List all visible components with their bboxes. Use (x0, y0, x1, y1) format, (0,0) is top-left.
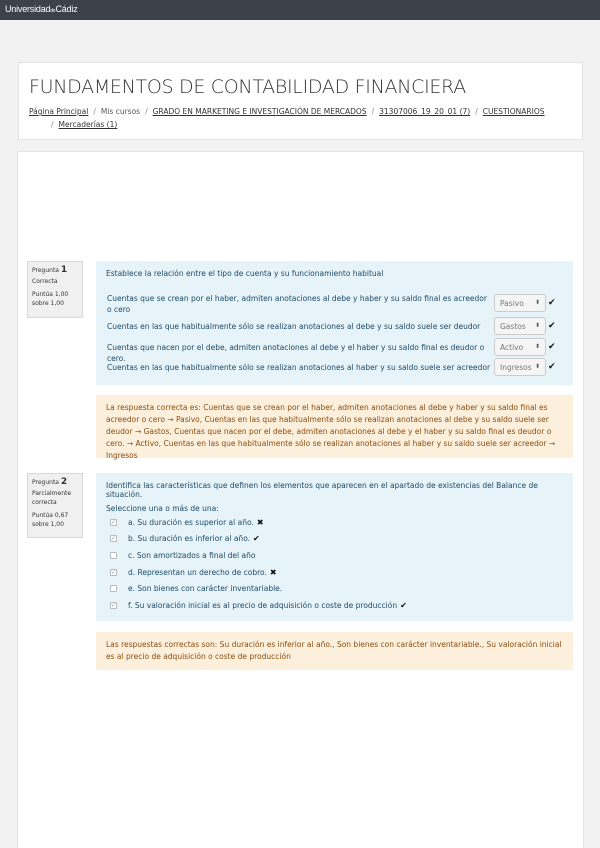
question-1-row-1-select[interactable]: Pasivo ⬍ (494, 294, 546, 312)
university-logo[interactable]: UniversidaddeCádiz (5, 4, 78, 14)
option-c[interactable]: c. Son amortizados a final del año (128, 551, 256, 560)
question-1-feedback: La respuesta correcta es: Cuentas que se crean por el haber, admiten anotaciones al debe y haber y su saldo final es acreedor o cero → Pasivo, Cuentas en las que habitualmente sólo se realizan anotaciones al debe y su saldo suele ser deudor → Gastos, Cuentas que nacen por el debe, admiten anotaciones al debe y el haber y su saldo final es deudor o cero. → Activo, Cuentas en las que habitualmente sólo se realizan anotaciones al haber y su saldo suele ser acreedor → Ingresos (96, 395, 573, 458)
check-icon: ✔ (400, 601, 407, 610)
option-f-checkbox[interactable]: ✓ (111, 602, 117, 609)
question-2-feedback: Las respuestas correctas son: Su duración es inferior al año., Son bienes con carácter inventariable., Su valoración inicial es al precio de adquisición o coste de producción (96, 632, 573, 670)
check-icon: ✔ (548, 298, 556, 308)
question-1-row-2-select[interactable]: Gastos ⬍ (494, 317, 546, 335)
question-2-grade: Puntúa 0,67 sobre 1,00 (32, 512, 69, 528)
question-2-info: Pregunta 2 Parcialmente correcta Puntúa 0,67 sobre 1,00 (27, 473, 83, 538)
top-navbar (0, 0, 600, 20)
question-2-state: Parcialmente correcta (32, 490, 72, 506)
question-1-grade: Puntúa 1,00 sobre 1,00 (32, 291, 69, 307)
question-1-state: Correcta (32, 278, 58, 285)
question-1-row-2-text: Cuentas en las que habitualmente sólo se realizan anotaciones al debe y su saldo suele ser deudor (107, 322, 481, 331)
cross-icon: ✖ (256, 518, 264, 527)
option-f[interactable]: f. Su valoración inicial es al precio de adquisición o coste de producción ✔ (128, 601, 407, 610)
option-d-checkbox[interactable]: ✓ (111, 569, 117, 576)
breadcrumb-course[interactable]: 31307006_19_20_01 (7) (379, 107, 471, 116)
option-b[interactable]: b. Su duración es inferior al año. ✔ (128, 534, 260, 543)
breadcrumb: Página Principal / Mis cursos / GRADO EN MARKETING E INVESTIGACIÓN DE MERCADOS / 31307006_19_20_01 (7) / CUESTIONARIOS / Mercaderías (1) (29, 107, 545, 129)
cross-icon: ✖ (269, 568, 277, 577)
breadcrumb-quiz[interactable]: Mercaderías (1) (58, 120, 118, 129)
option-c-checkbox[interactable] (110, 552, 117, 559)
option-d[interactable]: d. Representan un derecho de cobro. ✖ (128, 568, 277, 577)
breadcrumb-my-courses: Mis cursos (100, 107, 141, 116)
check-icon: ✔ (548, 362, 556, 372)
check-icon: ✔ (253, 534, 260, 543)
option-b-checkbox[interactable]: ✓ (111, 535, 117, 542)
question-1-row-1-text: Cuentas que se crean por el haber, admiten anotaciones al debe y haber y su saldo final es acreedor o cero (107, 294, 487, 314)
check-icon: ✔ (548, 321, 556, 331)
breadcrumb-quizzes[interactable]: CUESTIONARIOS (482, 107, 545, 116)
page-header (18, 62, 583, 140)
question-1-info: Pregunta 1 Correcta Puntúa 1,00 sobre 1,00 (27, 261, 83, 318)
breadcrumb-home[interactable]: Página Principal (29, 107, 89, 116)
option-e-checkbox[interactable] (110, 585, 117, 592)
breadcrumb-degree[interactable]: GRADO EN MARKETING E INVESTIGACIÓN DE MERCADOS (152, 107, 367, 116)
question-2-text: Identifica las características que definen los elementos que aparecen en el apartado de existencias del Balance de situación. (106, 481, 538, 499)
question-1-row-4-select[interactable]: Ingresos ⬍ (494, 358, 546, 376)
option-e[interactable]: e. Son bienes con carácter inventariable. (128, 584, 283, 593)
question-1-row-3-select[interactable]: Activo ⬍ (494, 338, 546, 356)
page-title: FUNDAMENTOS DE CONTABILIDAD FINANCIERA (29, 76, 466, 98)
question-2-prompt: Seleccione una o más de una: (106, 504, 219, 513)
option-a[interactable]: a. Su duración es superior al año. ✖ (128, 518, 264, 527)
check-icon: ✔ (548, 342, 556, 352)
question-1-text: Establece la relación entre el tipo de cuenta y su funcionamiento habitual (106, 269, 384, 278)
option-a-checkbox[interactable]: ✓ (111, 519, 117, 526)
question-1-row-3-text: Cuentas que nacen por el debe, admiten anotaciones al debe y el haber y su saldo final es deudor o cero. (107, 343, 485, 363)
question-1-row-4-text: Cuentas en las que habitualmente sólo se realizan anotaciones al haber y su saldo suele ser acreedor (107, 363, 491, 372)
